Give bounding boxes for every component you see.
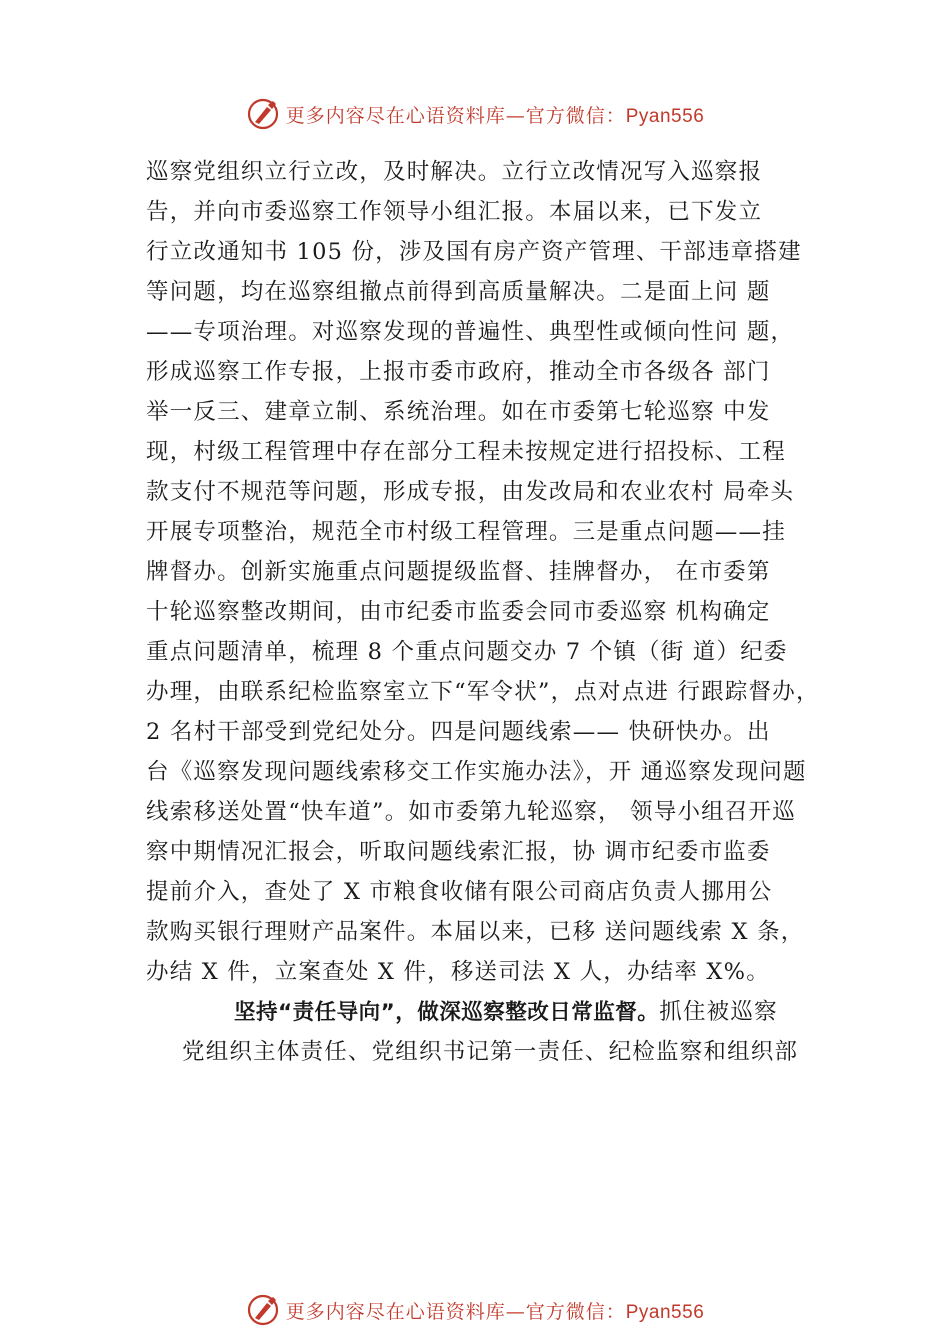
text-line: 重点问题清单，梳理 8 个重点问题交办 7 个镇（街 道）纪委	[146, 639, 788, 665]
watermark-header	[0, 94, 950, 134]
watermark-text: 更多内容尽在心语资料库—官方微信：Pyan556	[285, 104, 705, 127]
text-line: 款支付不规范等问题，形成专报，由发改局和农业农村 局牵头	[146, 479, 795, 505]
text-line: 巡察党组织立行立改，及时解决。立行立改情况写入巡察报	[146, 159, 763, 185]
text-line: 现，村级工程管理中存在部分工程未按规定进行招投标、工程	[146, 439, 786, 465]
text-line: 台《巡察发现问题线索移交工作实施办法》，开 通巡察发现问题	[146, 759, 807, 785]
heading-continuation: 抓住被巡察	[659, 999, 778, 1025]
text-line: 牌督办。创新实施重点问题提级监督、挂牌督办， 在市委第	[146, 559, 771, 585]
text-line: 告，并向市委巡察工作领导小组汇报。本届以来，已下发立	[146, 199, 763, 225]
bold-heading: 坚持“责任导向”，做深巡察整改日常监督。	[234, 1000, 660, 1025]
text-line: ——专项治理。对巡察发现的普遍性、典型性或倾向性问 题，	[146, 319, 795, 345]
text-line: 十轮巡察整改期间，由市纪委市监委会同市委巡察 机构确定	[146, 599, 771, 625]
text-line: 办结 X 件，立案查处 X 件，移送司法 X 人，办结率 X%。	[146, 959, 770, 985]
text-line: 行立改通知书 105 份，涉及国有房产资产管理、干部违章搭建	[146, 239, 802, 265]
text-line: 等问题，均在巡察组撤点前得到高质量解决。二是面上问 题	[146, 279, 771, 305]
text-line: 办理，由联系纪检监察室立下“军令状”，点对点进 行跟踪督办，	[146, 679, 820, 705]
watermark-footer	[0, 1290, 950, 1330]
text-line: 开展专项整治，规范全市村级工程管理。三是重点问题——挂	[146, 519, 786, 545]
text-line: 举一反三、建章立制、系统治理。如在市委第七轮巡察 中发	[146, 399, 771, 425]
text-line: 2 名村干部受到党纪处分。四是问题线索—— 快研快办。出	[146, 719, 771, 745]
text-line: 察中期情况汇报会，听取问题线索汇报，协 调市纪委市监委	[146, 839, 771, 865]
text-line: 款购买银行理财产品案件。本届以来，已移 送问题线索 X 条，	[146, 919, 805, 945]
watermark-text: 更多内容尽在心语资料库—官方微信：Pyan556	[285, 1300, 705, 1323]
document-body	[146, 152, 836, 1072]
text-line: 形成巡察工作专报，上报市委市政府，推动全市各级各 部门	[146, 359, 771, 385]
pen-nib-logo-icon	[246, 97, 280, 131]
text-line: 提前介入，查处了 X 市粮食收储有限公司商店负责人挪用公	[146, 879, 773, 905]
pen-nib-logo-icon	[246, 1293, 280, 1327]
text-line: 党组织主体责任、党组织书记第一责任、纪检监察和组织部	[182, 1039, 799, 1065]
paragraph-heading-line	[146, 992, 836, 1032]
text-line: 线索移送处置“快车道”。如市委第九轮巡察， 领导小组召开巡	[146, 799, 796, 825]
